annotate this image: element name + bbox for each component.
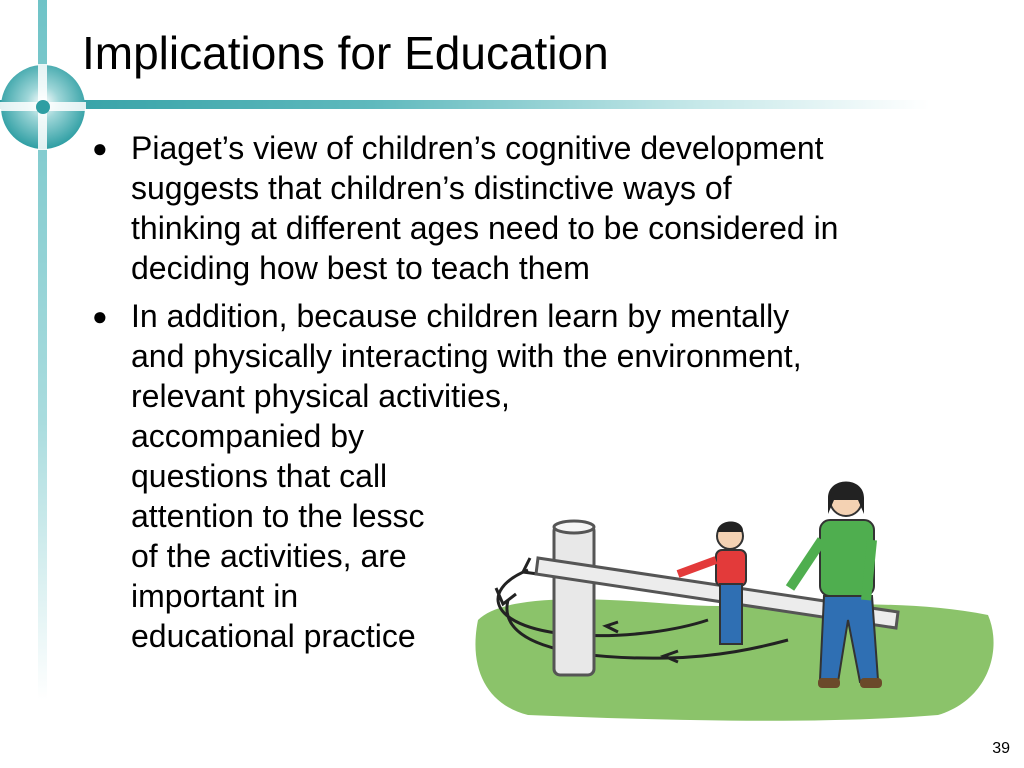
- bullet-line: important in: [131, 578, 299, 614]
- decorative-horizontal-bar: [0, 100, 930, 109]
- decorative-orb-icon: [0, 64, 86, 150]
- bullet-line: thinking at different ages need to be considered in: [131, 210, 839, 246]
- bullet-line: Piaget’s view of children’s cognitive development: [131, 130, 824, 166]
- page-number: 39: [992, 740, 1010, 757]
- bullet-line: accompanied by: [131, 418, 365, 454]
- bullet-line: attention to the lessc: [131, 498, 425, 534]
- bullet-dot-icon: ●: [92, 301, 108, 331]
- bullet-line: educational practice: [131, 618, 416, 654]
- bullet-item: [90, 128, 970, 288]
- slide-title: Implications for Education: [82, 27, 609, 79]
- bullet-line: questions that call: [131, 458, 388, 494]
- child-and-adult-pushing-pole-illustration: [468, 470, 1000, 730]
- bullet-line: In addition, because children learn by mentally: [131, 298, 790, 334]
- bullet-line: relevant physical activities,: [131, 378, 510, 414]
- bullet-line: and physically interacting with the environment,: [131, 338, 802, 374]
- bullet-line: suggests that children’s distinctive ways of: [131, 170, 732, 206]
- bullet-dot-icon: ●: [92, 133, 108, 163]
- bullet-line: deciding how best to teach them: [131, 250, 590, 286]
- bullet-line: of the activities, are: [131, 538, 407, 574]
